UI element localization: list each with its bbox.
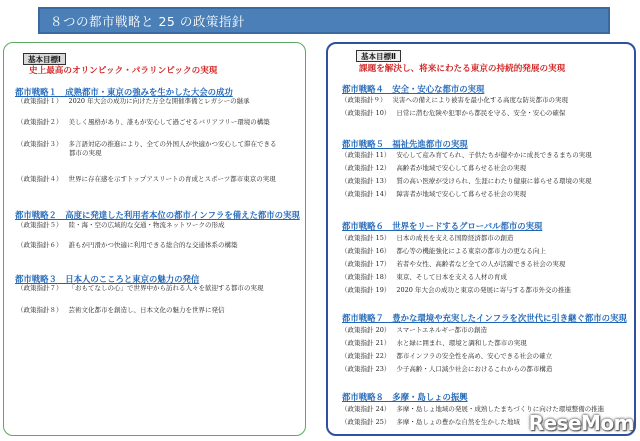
- goal-panel-1: [3, 42, 306, 436]
- policy-item: （政策指針６） 誰もが円滑かつ快適に利用できる総合的な交通体系の構築: [17, 241, 238, 249]
- policy-item: （政策指針７） 「おもてなしの心」で世界中から訪れる人々を歓迎する都市の実現: [17, 284, 264, 292]
- policy-item: （政策指針５） 陸・海・空の広域的な交通・物流ネットワークの形成: [17, 221, 225, 229]
- policy-item: （政策指針 10） 日常に潜む危険や犯罪から都民を守る、安全・安心の確保: [341, 109, 566, 117]
- page-title: ８つの都市戦略と 25 の政策指針: [50, 13, 245, 29]
- policy-item: （政策指針 12） 高齢者が地域で安心して暮らせる社会の実現: [341, 164, 527, 172]
- strategy-title: 都市戦略１ 成熟都市・東京の強みを生かした大会の成功: [15, 87, 233, 97]
- goal-tag: 基本目標Ⅰ: [23, 53, 66, 65]
- policy-item: （政策指針 19） 2020 年大会の成功と東京の発展に寄与する都市外交の推進: [341, 286, 571, 294]
- policy-item: （政策指針１） 2020 年大会の成功に向けた万全な開催準備とレガシーの継承: [17, 97, 250, 105]
- strategy-title: 都市戦略３ 日本人のこころと東京の魅力の発信: [15, 274, 200, 284]
- goal-title: 史上最高のオリンピック・パラリンピックの実現: [29, 66, 218, 76]
- goal-title: 課題を解決し、将来にわたる東京の持続的発展の実現: [359, 64, 566, 74]
- policy-item: （政策指針 14） 障害者が地域で安心して暮らせる社会の実現: [341, 190, 527, 198]
- policy-item: （政策指針２） 美しく風格があり、誰もが安心して過ごせるバリアフリー環境の構築: [17, 118, 270, 126]
- policy-item: （政策指針 15） 日本の成長を支える国際経済都市の創造: [341, 234, 514, 242]
- strategy-title: 都市戦略２ 高度に発達した利用者本位の都市インフラを備えた都市の実現: [15, 210, 300, 220]
- policy-item: （政策指針 18） 東京、そして日本を支える人材の育成: [341, 273, 507, 281]
- policy-item: （政策指針 17） 若者や女性、高齢者など全ての人が活躍できる社会の実現: [341, 260, 566, 268]
- policy-item: （政策指針 22） 都市インフラの安全性を高め、安心できる社会の確立: [341, 352, 553, 360]
- goal-tag: 基本目標Ⅱ: [356, 50, 401, 62]
- policy-item: （政策指針３） 多言語対応の推進により、全ての外国人が快適かつ安心して滞在できる 都市の実現: [17, 140, 277, 157]
- strategy-title: 都市戦略４ 安全・安心な都市の実現: [342, 84, 485, 94]
- resemom-logo: ReseMom: [528, 411, 634, 435]
- policy-item: （政策指針 23） 少子高齢・人口減少社会におけるこれからの都市構造: [341, 365, 553, 373]
- strategy-title: 都市戦略６ 世界をリードするグローバル都市の実現: [342, 221, 543, 231]
- policy-item: （政策指針９） 災害への備えにより被害を最小化する高度な防災都市の実現: [341, 96, 568, 104]
- policy-item: （政策指針 11） 安心して産み育てられ、子供たちが健やかに成長できるまちの実現: [341, 151, 592, 159]
- policy-item: （政策指針４） 世界に存在感を示すトップアスリートの育成とスポーツ都市東京の実現: [17, 175, 276, 183]
- strategy-title: 都市戦略５ 福祉先進都市の実現: [342, 139, 468, 149]
- policy-item: （政策指針 20） スマートエネルギー都市の創造: [341, 326, 487, 334]
- policy-item: （政策指針８） 芸術文化都市を創造し、日本文化の魅力を世界に発信: [17, 306, 225, 314]
- policy-item: （政策指針 24） 多摩・島しょ地域の発展・成熟したまちづくりに向けた環境整備の推進: [341, 405, 605, 413]
- policy-item: （政策指針 13） 質の高い医療が受けられ、生涯にわたり健康に暮らせる環境の実現: [341, 177, 592, 185]
- policy-item: （政策指針 25） 多摩・島しょの豊かな自然を生かした地域: [341, 418, 520, 426]
- goal-panel-2: [326, 42, 636, 436]
- title-banner: [38, 7, 610, 34]
- strategy-title: 都市戦略７ 豊かな環境や充実したインフラを次世代に引き継ぐ都市の実現: [342, 313, 627, 323]
- strategy-title: 都市戦略８ 多摩・島しょの振興: [342, 392, 468, 402]
- policy-item: （政策指針 16） 都心等の機能強化による東京の都市力の更なる向上: [341, 247, 546, 255]
- policy-item: （政策指針 21） 水と緑に囲まれ、環境と調和した都市の実現: [341, 339, 527, 347]
